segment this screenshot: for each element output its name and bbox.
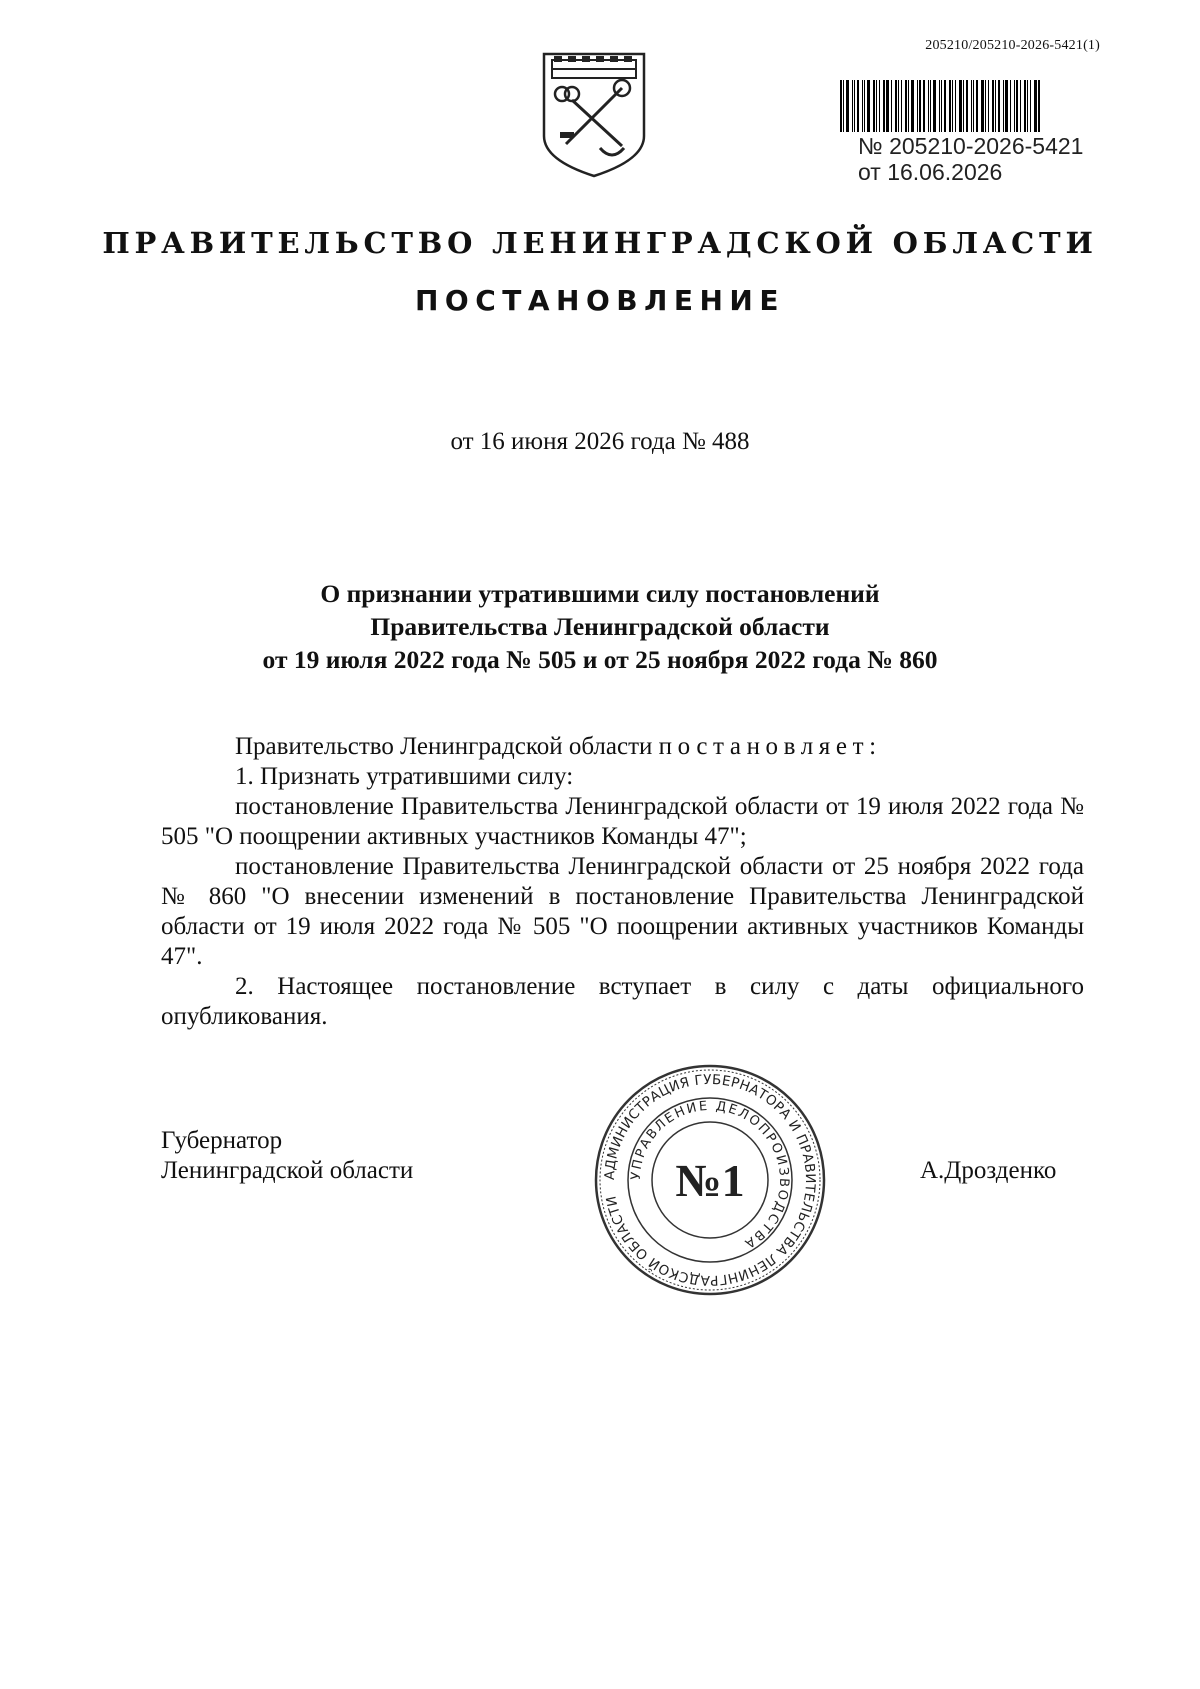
subject-line: О признании утратившими силу постановлений [320,579,880,608]
seal-outer-text: АДМИНИСТРАЦИЯ ГУБЕРНАТОРА И ПРАВИТЕЛЬСТВА ЛЕНИНГРАДСКОЙ ОБЛАСТИ [601,1071,819,1289]
barcode-bar [1005,80,1008,132]
signatory-name: А.Дрозденко [920,1157,1057,1184]
barcode-bar [864,80,865,132]
barcode-bar [952,80,953,132]
body-paragraph: 2. Настоящее постановление вступает в силу с даты официального опубликования. [161,973,1084,1030]
document-date-number: от 16 июня 2026 года № 488 [450,428,750,455]
document-body [161,732,1084,1032]
barcode-bar [998,80,1000,132]
barcode-bar [846,80,849,132]
barcode-bar [949,80,951,132]
barcode-bar [898,80,899,132]
barcode-bar [1038,80,1040,132]
barcode-bar [857,80,859,132]
body-intro [161,732,1084,762]
barcode-bar [905,80,907,132]
official-seal-icon [590,1060,830,1300]
barcode-bar [873,80,875,132]
barcode-bar [930,80,931,132]
document-type: ПОСТАНОВЛЕНИЕ [414,284,785,317]
barcode-bar [1024,80,1026,132]
barcode-bar [1020,80,1021,132]
barcode-bar [919,80,921,132]
barcode-bar [1027,80,1028,132]
subject-line: от 19 июля 2022 года № 505 и от 25 ноября 2022 года № 860 [262,645,938,674]
resolves-word: постановляет: [658,733,882,760]
body-paragraph: постановление Правительства Ленинградской области от 19 июля 2022 года № 505 "О поощрении активных участников Команды 47"; [161,793,1084,850]
barcode-bar [879,80,880,132]
barcode-bar [959,80,962,132]
position-line: Губернатор [161,1127,283,1154]
barcode-bar [895,80,897,132]
seal-inner-text: УПРАВЛЕНИЕ ДЕЛОПРОИЗВОДСТВА [628,1098,792,1252]
document-subject [0,577,1200,676]
document-reference: 205210/205210-2026-5421(1) [925,38,1100,53]
barcode-bar [939,80,940,132]
seal-center-number: №1 [675,1155,745,1206]
barcode-bar [908,80,909,132]
registration-date: от 16.06.2026 [858,159,1003,185]
barcode-bar [886,80,889,132]
barcode-bar [923,80,925,132]
barcode-bar [867,80,870,132]
barcode-bar [955,80,956,132]
barcode-bar [876,80,877,132]
barcode-bar [1014,80,1015,132]
barcode-bar [985,80,986,132]
signatory-position [161,1126,413,1186]
barcode-bar [941,80,942,132]
barcode-bar [1010,80,1011,132]
leningrad-oblast-coat-of-arms-icon [538,48,650,180]
barcode-bar [928,80,929,132]
registration-number: № 205210-2026-5421 [858,133,1084,159]
government-title: ПРАВИТЕЛЬСТВО ЛЕНИНГРАДСКОЙ ОБЛАСТИ [102,226,1098,260]
barcode-bar [1003,80,1004,132]
barcode-bar [966,80,968,132]
intro-text: Правительство Ленинградской области [235,733,653,760]
barcode-bar [933,80,936,132]
barcode-bar [995,80,996,132]
barcode-bar [973,80,974,132]
barcode-bar [843,80,844,132]
barcode-bar [981,80,984,132]
barcode-bar [944,80,946,132]
barcode-bar [963,80,964,132]
barcode-bar [1016,80,1018,132]
barcode-bar [1030,80,1031,132]
barcode-bar [976,80,978,132]
barcode-bar [917,80,918,132]
barcode-bar [1034,80,1037,132]
barcode-bar [840,80,842,132]
position-line: Ленинградской области [161,1157,414,1184]
barcode-bar [971,80,972,132]
barcode-bar [988,80,989,132]
registration-stamp [858,133,1083,185]
body-paragraph: 1. Признать утратившими силу: [235,763,574,790]
barcode-bar [852,80,853,132]
barcode-bar [911,80,914,132]
body-paragraph: постановление Правительства Ленинградской области от 25 ноября 2022 года № 860 "О внесении изменений в постановление Правительства Ленинградской области от 19 июля 2022 года № 505 "О поощрении активных участников Команды 47". [161,853,1084,970]
barcode-bar [891,80,892,132]
barcode-bar [883,80,885,132]
subject-line: Правительства Ленинградской области [370,612,830,641]
barcode [840,80,1100,132]
barcode-bar [862,80,863,132]
barcode-bar [901,80,902,132]
barcode-bar [854,80,855,132]
barcode-bar [992,80,994,132]
